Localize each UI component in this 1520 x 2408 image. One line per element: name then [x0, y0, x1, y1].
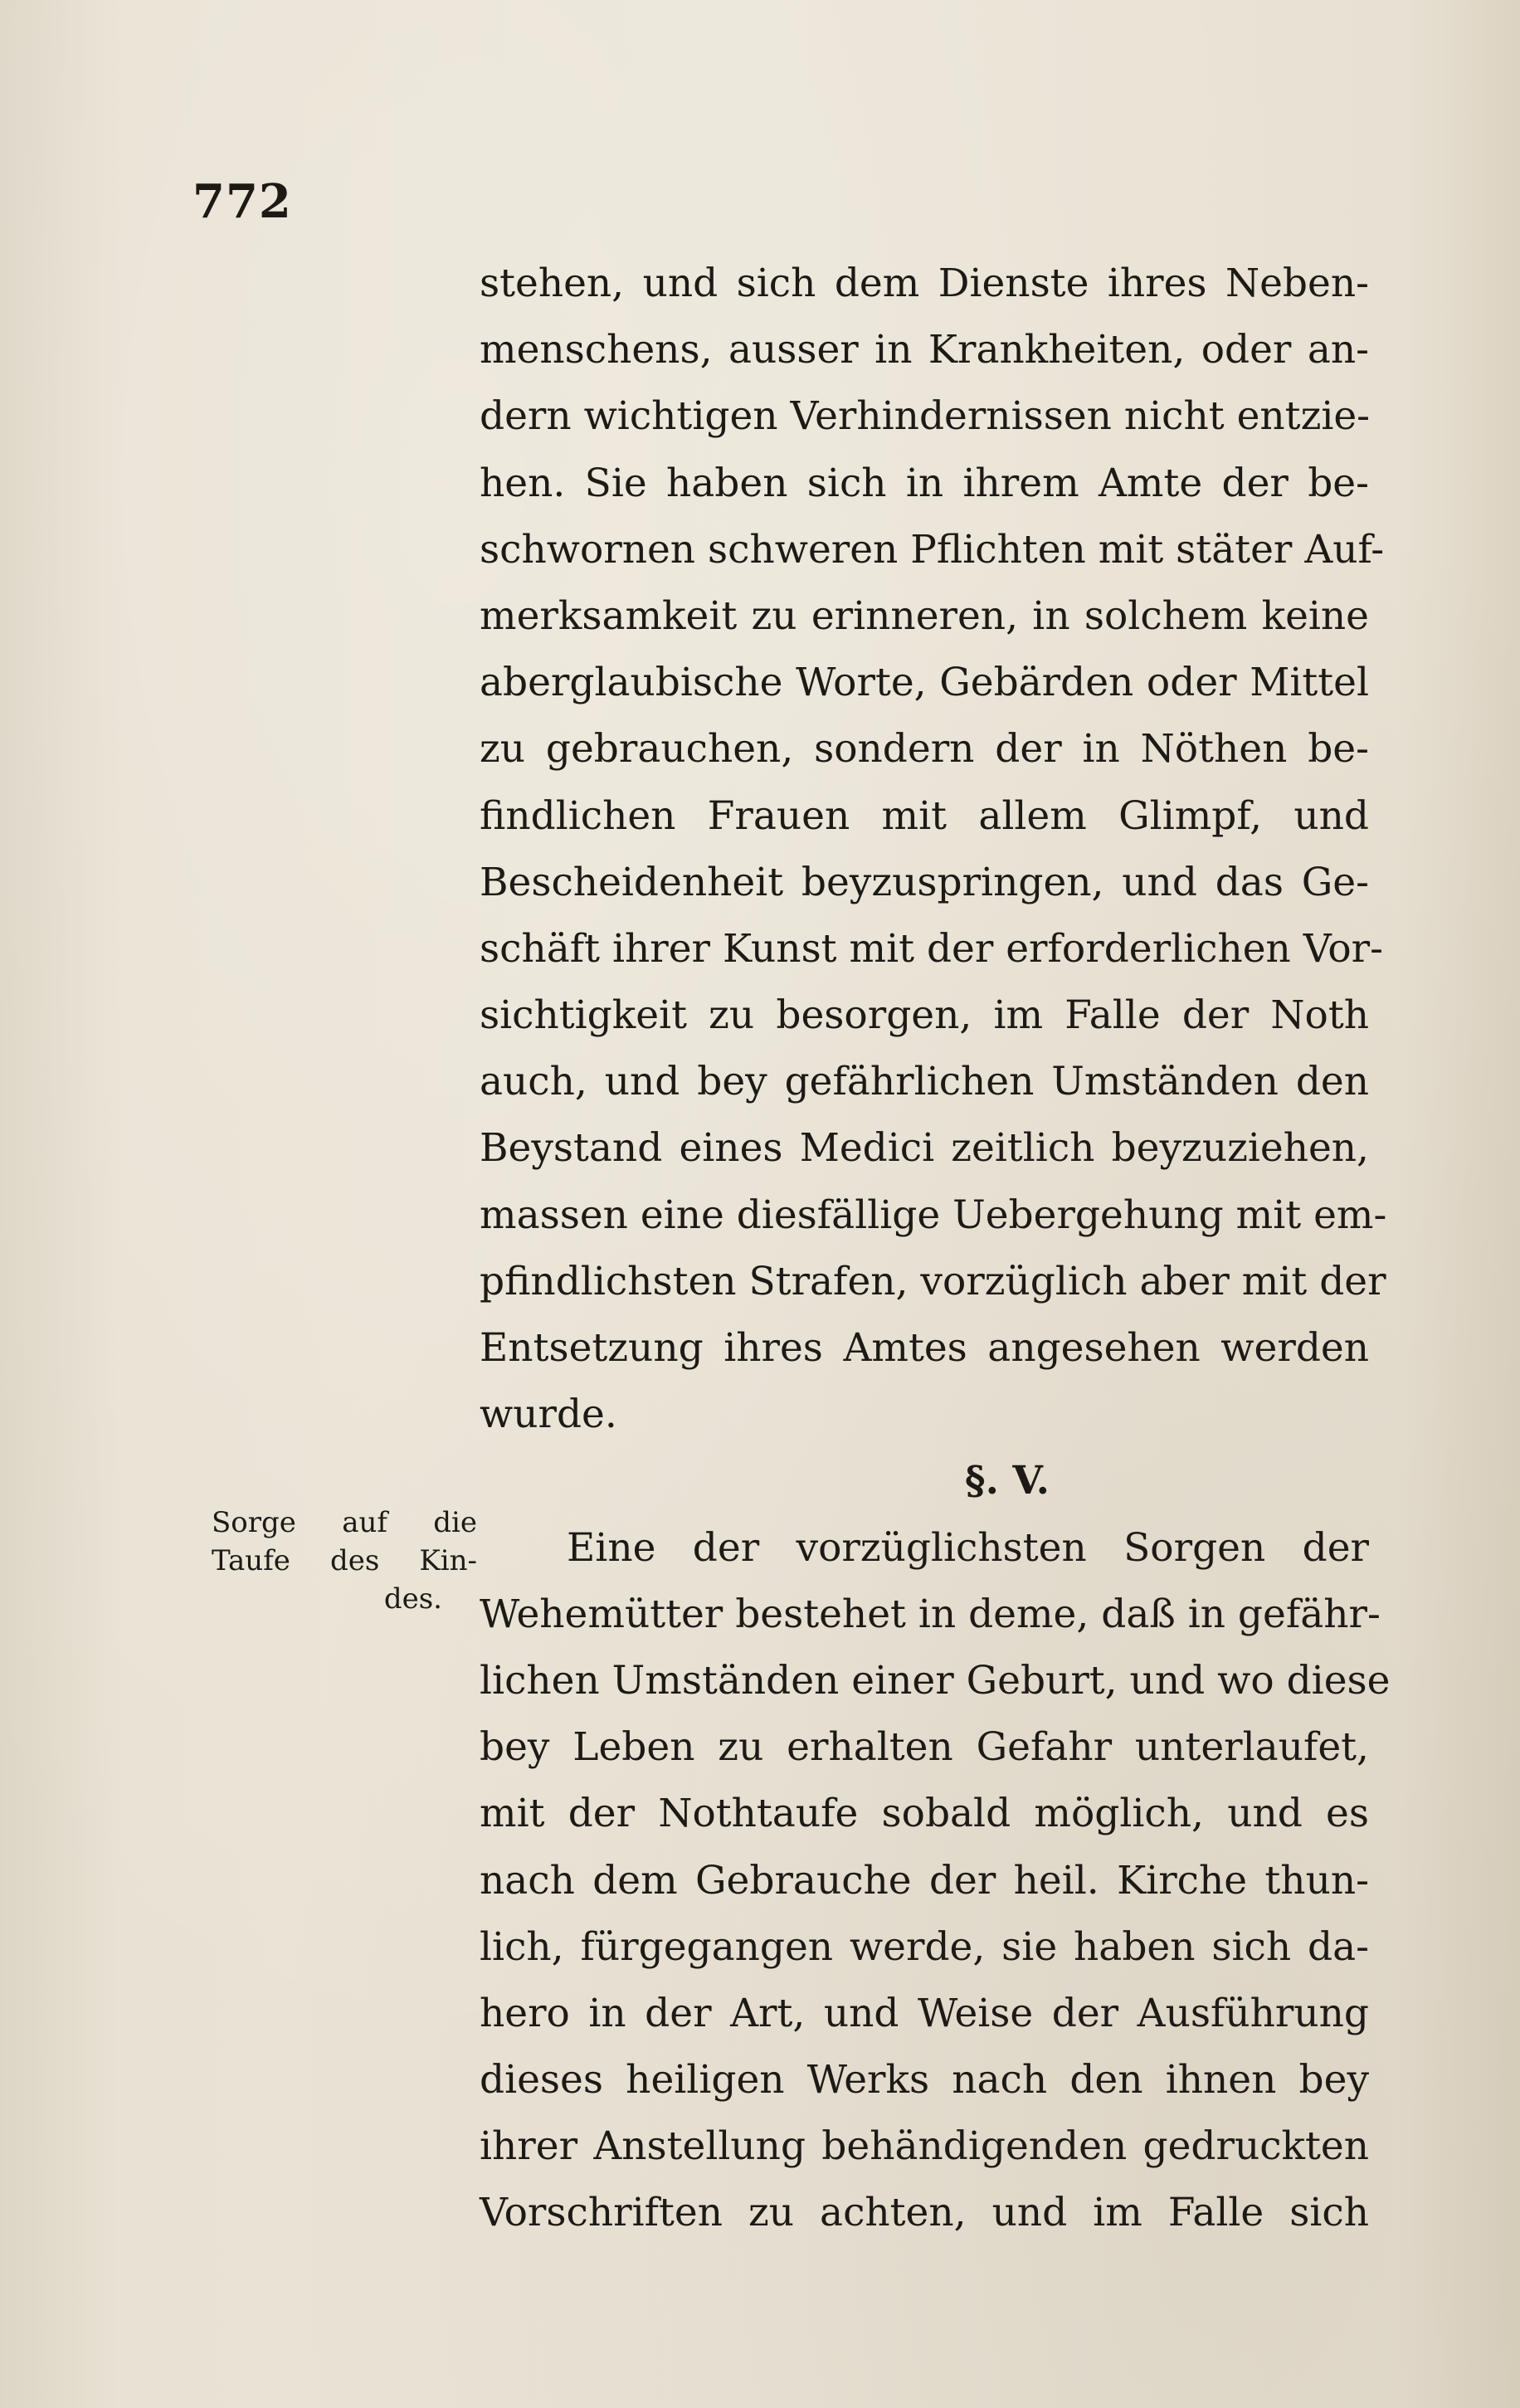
text-line: Bescheidenheit beyzuspringen, und das Ge-	[480, 859, 1369, 905]
text-line: Entsetzung ihres Amtes angesehen werden	[480, 1325, 1369, 1371]
page-number: 772	[192, 174, 292, 229]
margin-note	[212, 1504, 477, 1618]
text-line: hero in der Art, und Weise der Ausführung	[480, 1990, 1369, 2036]
text-line: Beystand eines Medici zeitlich beyzuziehen,	[480, 1125, 1369, 1172]
margin-note-line: des.	[383, 1582, 442, 1616]
text-line: lichen Umständen einer Geburt, und wo diese	[480, 1657, 1391, 1704]
text-line: pfindlichsten Strafen, vorzüglich aber mit der	[480, 1258, 1386, 1304]
text-line: menschens, ausser in Krankheiten, oder an-	[480, 327, 1369, 373]
text-line: findlichen Frauen mit allem Glimpf, und	[480, 792, 1369, 839]
text-line: Wehemütter bestehet in deme, daß in gefähr-	[480, 1591, 1381, 1637]
text-line: wurde.	[480, 1392, 617, 1438]
text-line: dern wichtigen Verhindernissen nicht entzie-	[480, 393, 1371, 440]
text-line: schwornen schweren Pflichten mit stäter Auf-	[480, 526, 1385, 573]
text-line: schäft ihrer Kunst mit der erforderlichen Vor-	[480, 925, 1384, 972]
text-line: lich, fürgegangen werde, sie haben sich da-	[480, 1923, 1369, 1970]
body-text	[480, 251, 1391, 2247]
text-line: massen eine diesfällige Uebergehung mit em-	[480, 1192, 1387, 1238]
section-heading: §. V.	[965, 1458, 1050, 1504]
text-line: aberglaubische Worte, Gebärden oder Mittel	[480, 660, 1369, 706]
text-line: auch, und bey gefährlichen Umständen den	[480, 1059, 1369, 1105]
text-line: nach dem Gebrauche der heil. Kirche thun-	[480, 1857, 1369, 1903]
text-line: bey Leben zu erhalten Gefahr unterlaufet,	[480, 1724, 1369, 1771]
margin-note-line: Taufe des Kin-	[212, 1544, 477, 1577]
text-line: zu gebrauchen, sondern der in Nöthen be-	[480, 726, 1369, 773]
text-line: sichtigkeit zu besorgen, im Falle der Noth	[480, 992, 1369, 1039]
text-line: Eine der vorzüglichsten Sorgen der	[567, 1524, 1369, 1571]
text-line: stehen, und sich dem Dienste ihres Neben-	[480, 261, 1369, 306]
text-line: hen. Sie haben sich in ihrem Amte der be-	[480, 460, 1369, 506]
text-line: merksamkeit zu erinneren, in solchem keine	[480, 592, 1369, 639]
margin-note-line: Sorge auf die	[212, 1506, 477, 1539]
text-line: Vorschriften zu achten, und im Falle sich	[480, 2190, 1369, 2236]
text-line: mit der Nothtaufe sobald möglich, und es	[480, 1791, 1369, 1837]
text-line: ihrer Anstellung behändigenden gedruckten	[480, 2123, 1369, 2170]
text-line: dieses heiligen Werks nach den ihnen bey	[480, 2057, 1369, 2103]
